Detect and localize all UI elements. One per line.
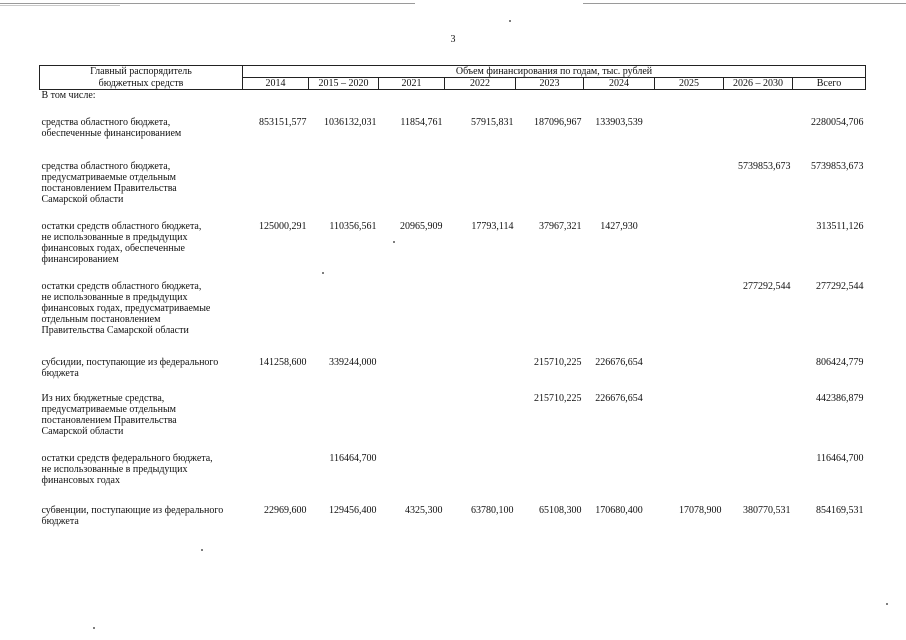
cell-2014: 22969,600 <box>264 504 307 516</box>
cell-2015-2020: 339244,000 <box>329 356 377 368</box>
cell-2015-2020 <box>309 393 379 453</box>
header-col-2026-2030: 2026 – 2030 <box>724 78 793 90</box>
cell-2021: 4325,300 <box>405 504 443 516</box>
cell-2022 <box>445 393 516 453</box>
cell-2023: 215710,225 <box>534 392 582 404</box>
cell-2026-2030: 380770,531 <box>743 504 791 516</box>
cell-total: 806424,779 <box>816 356 864 368</box>
row-label: субсидии, поступающие из федерального бюджета <box>41 356 219 379</box>
cell-2014: 125000,291 <box>259 220 307 232</box>
cell-2023: 37967,321 <box>539 220 582 232</box>
cell-2022 <box>445 453 516 505</box>
cell-2026-2030 <box>724 357 793 393</box>
table-row <box>40 161 866 221</box>
table-body <box>40 90 866 531</box>
header-financing-group: Объем финансирования по годам, тыс. рублей <box>243 66 866 78</box>
scan-speck <box>322 272 324 274</box>
cell-total: 5739853,673 <box>811 160 864 172</box>
cell-2021: 11854,761 <box>400 116 443 128</box>
cell-2023: 215710,225 <box>534 356 582 368</box>
cell-2015-2020: 116464,700 <box>329 452 377 464</box>
row-label: средства областного бюджета, обеспеченные финансированием <box>41 116 182 139</box>
cell-2021 <box>379 281 445 357</box>
table-row <box>40 281 866 357</box>
cell-2024: 133903,539 <box>595 116 643 128</box>
cell-2025 <box>655 453 724 505</box>
cell-2026-2030: 277292,544 <box>743 280 791 292</box>
cell-2024: 1427,930 <box>600 220 638 232</box>
page-number: 3 <box>450 34 456 45</box>
header-distributor-line2: бюджетных средств <box>40 78 243 90</box>
scan-edge-line <box>0 3 415 4</box>
cell-2026-2030 <box>724 117 793 161</box>
cell-2021 <box>379 453 445 505</box>
cell-2021: 20965,909 <box>400 220 443 232</box>
cell-2025 <box>655 393 724 453</box>
cell-2022: 57915,831 <box>471 116 514 128</box>
header-distributor-line1: Главный распорядитель <box>40 66 243 78</box>
scan-speck <box>886 603 888 605</box>
cell-2025 <box>655 221 724 281</box>
header-col-2023: 2023 <box>516 78 584 90</box>
cell-2015-2020: 129456,400 <box>329 504 377 516</box>
cell-2021 <box>379 161 445 221</box>
cell-2014 <box>243 393 309 453</box>
scan-speck <box>509 20 511 22</box>
cell-total: 313511,126 <box>816 220 864 232</box>
row-label: субвенции, поступающие из федерального бюджета <box>41 504 224 527</box>
row-label: остатки средств федерального бюджета, не использованные в предыдущих финансовых годах <box>41 452 213 486</box>
cell-total: 854169,531 <box>816 504 864 516</box>
cell-2022 <box>445 281 516 357</box>
cell-2025 <box>655 161 724 221</box>
cell-2021 <box>379 357 445 393</box>
cell-2025: 17078,900 <box>679 504 722 516</box>
row-label: остатки средств областного бюджета, не использованные в предыдущих финансовых годах, предусматриваемые отдельным постановлением Правительства Самарской области <box>41 280 211 336</box>
cell-2024: 170680,400 <box>595 504 643 516</box>
section-label: В том числе: <box>41 90 96 101</box>
cell-2014 <box>243 161 309 221</box>
cell-2024: 226676,654 <box>595 356 643 368</box>
cell-2022 <box>445 357 516 393</box>
table-header <box>40 66 866 90</box>
cell-2023 <box>516 161 584 221</box>
cell-total: 277292,544 <box>816 280 864 292</box>
header-col-2015-2020: 2015 – 2020 <box>309 78 379 90</box>
cell-2023: 187096,967 <box>534 116 582 128</box>
cell-2022: 63780,100 <box>471 504 514 516</box>
cell-2024 <box>584 453 655 505</box>
row-label: остатки средств областного бюджета, не использованные в предыдущих финансовых годах, обеспеченные финансированием <box>41 220 202 265</box>
cell-2025 <box>655 357 724 393</box>
cell-2015-2020 <box>309 161 379 221</box>
cell-2025 <box>655 281 724 357</box>
cell-2026-2030: 5739853,673 <box>738 160 791 172</box>
cell-2022 <box>445 161 516 221</box>
cell-2024: 226676,654 <box>595 392 643 404</box>
scan-edge-line <box>583 3 906 4</box>
cell-2014: 853151,577 <box>259 116 307 128</box>
cell-2023 <box>516 453 584 505</box>
cell-2025 <box>655 117 724 161</box>
table-row <box>40 221 866 281</box>
scan-speck <box>393 241 395 243</box>
table-row <box>40 357 866 393</box>
cell-2014: 141258,600 <box>259 356 307 368</box>
row-label: средства областного бюджета, предусматриваемые отдельным постановлением Правительства Самарской области <box>41 160 177 205</box>
cell-2014 <box>243 281 309 357</box>
cell-2024 <box>584 161 655 221</box>
header-col-2022: 2022 <box>445 78 516 90</box>
scan-speck <box>201 549 203 551</box>
row-label: Из них бюджетные средства, предусматриваемые отдельным постановлением Правительства Самарской области <box>41 392 177 437</box>
table-row <box>40 505 866 531</box>
cell-2023: 65108,300 <box>539 504 582 516</box>
cell-total: 116464,700 <box>816 452 864 464</box>
table-row <box>40 453 866 505</box>
financing-table <box>39 65 866 531</box>
cell-2026-2030 <box>724 453 793 505</box>
cell-2026-2030 <box>724 221 793 281</box>
scan-edge-line <box>0 5 120 6</box>
cell-total: 2280054,706 <box>811 116 864 128</box>
cell-2021 <box>379 393 445 453</box>
cell-2015-2020: 1036132,031 <box>324 116 377 128</box>
cell-2023 <box>516 281 584 357</box>
scan-speck <box>93 627 95 629</box>
header-col-total: Всего <box>793 78 866 90</box>
table-row <box>40 393 866 453</box>
header-col-2021: 2021 <box>379 78 445 90</box>
cell-2024 <box>584 281 655 357</box>
cell-total: 442386,879 <box>816 392 864 404</box>
header-col-2025: 2025 <box>655 78 724 90</box>
header-col-2024: 2024 <box>584 78 655 90</box>
cell-2022: 17793,114 <box>471 220 514 232</box>
header-col-2014: 2014 <box>243 78 309 90</box>
section-row <box>40 90 866 117</box>
cell-2015-2020 <box>309 281 379 357</box>
cell-2015-2020: 110356,561 <box>329 220 377 232</box>
cell-2014 <box>243 453 309 505</box>
table-row <box>40 117 866 161</box>
cell-2026-2030 <box>724 393 793 453</box>
